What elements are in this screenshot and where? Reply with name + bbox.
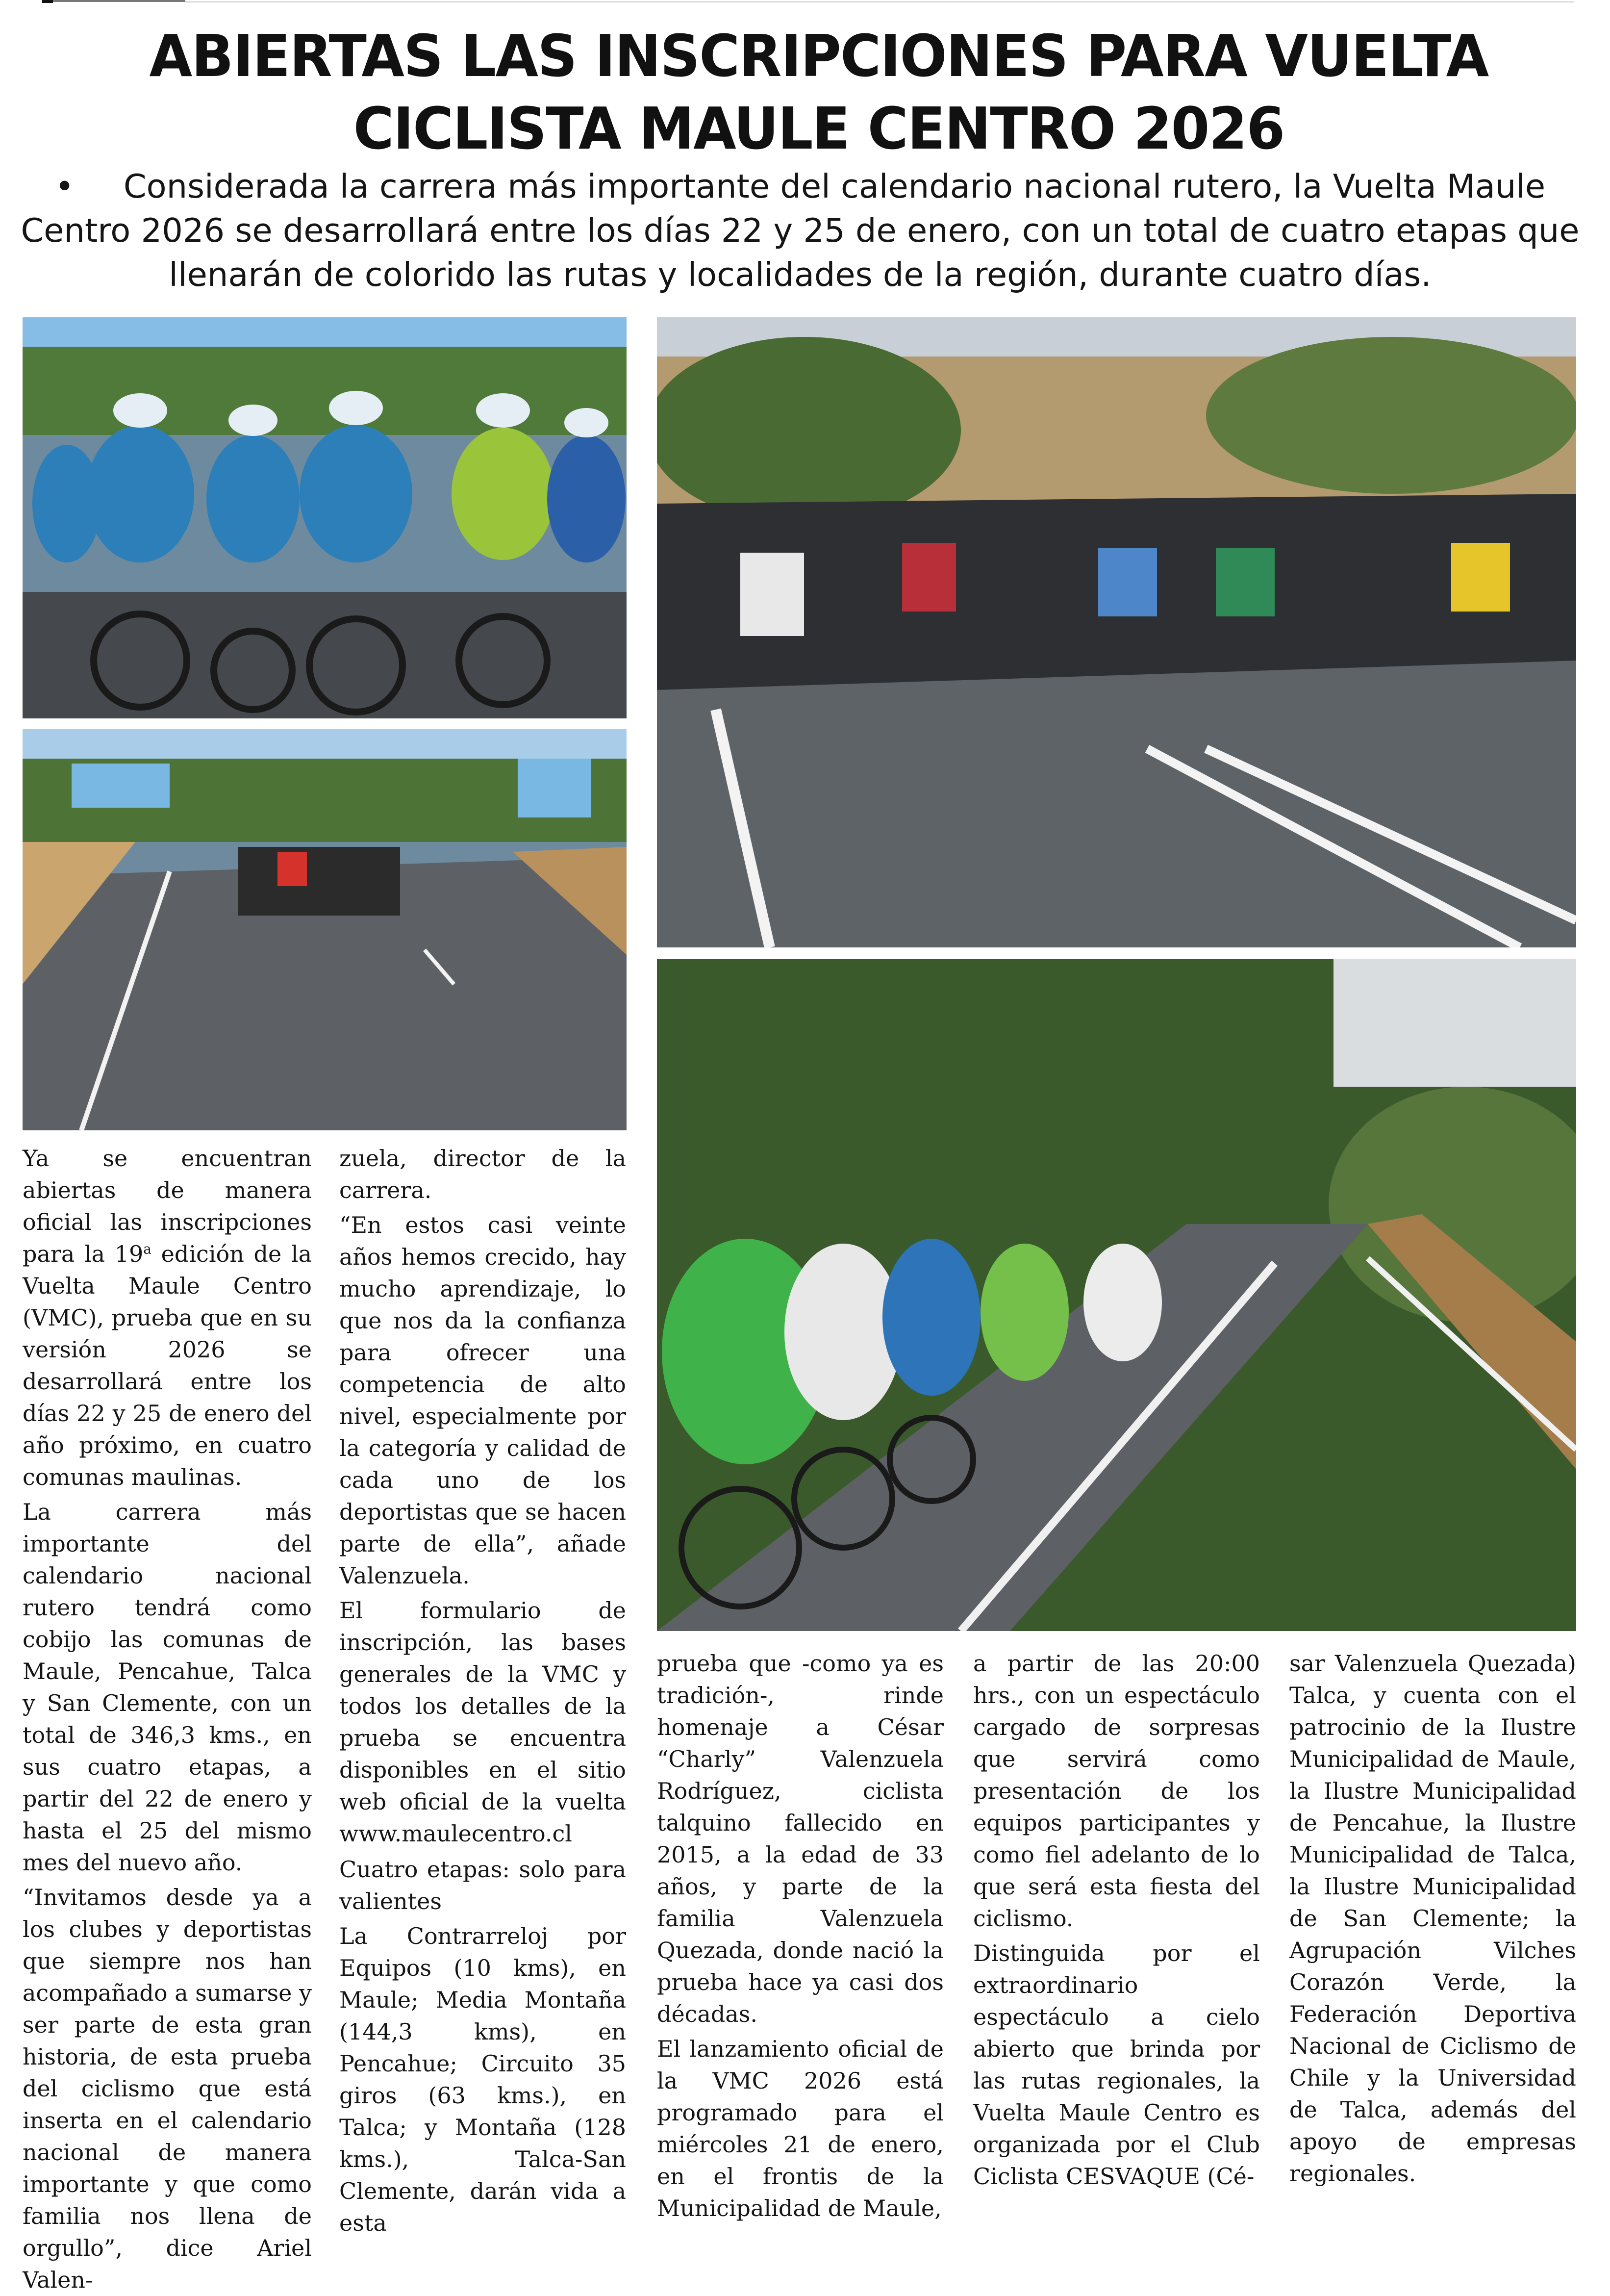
col2-paragraph-3: El formulario de inscripción, las bases generales de la VMC y todos los detalles de la prueba se encuentra disponibles en el sitio web oficial de la vuelta www.maulecentro.cl (339, 1597, 626, 1847)
lead-bullet: • (54, 167, 75, 205)
body-column-1 (23, 1143, 312, 2296)
headline-line-1: ABIERTAS LAS INSCRIPCIONES PARA VUELTA (149, 22, 1488, 90)
photo-cyclists-closeup (23, 317, 627, 718)
body-column-3 (657, 1648, 944, 2224)
col3-paragraph-2: El lanzamiento oficial de la VMC 2026 está programado para el miércoles 21 de enero, en el frontis de la Municipalidad de Maule, (657, 2036, 944, 2221)
col2-paragraph-4: La Contrarreloj por Equipos (10 kms), en Maule; Media Montaña (144,3 kms), en Pencahue; Circuito 35 giros (63 kms.), en Talca; y Montaña (128 kms.), Talca-San Clemente, darán vida a esta (339, 1923, 626, 2236)
col4-paragraph-1: a partir de las 20:00 hrs., con un espectáculo cargado de sorpresas que servirá como presentación de los equipos participantes y como fiel adelanto de lo que será esta fiesta del ciclismo. (973, 1650, 1260, 1932)
headline (89, 20, 1548, 165)
col5-paragraph-1: sar Valenzuela Quezada) Talca, y cuenta con el patrocinio de la Ilustre Municipalidad de Maule, la Ilustre Municipalidad de Pencahue, la Ilustre Municipalidad de Talca, la Ilustre Municipalidad de San Clemente; la Agrupación Vilches Corazón Verde, la Federación Deportiva Nacional de Ciclismo de Chile y la Universidad de Talca, además del apoyo de empresas regionales. (1289, 1650, 1576, 2187)
col2-paragraph-2: “En estos casi veinte años hemos crecido, hay mucho aprendizaje, lo que nos da la confianza para ofrecer una competencia de alto nivel, especialmente por la categoría y calidad de cada uno de los deportistas que se hacen parte de ella”, añade Valenzuela. (339, 1212, 626, 1589)
ordinal-superscript: a (143, 1241, 151, 1257)
col1-paragraph-3: “Invitamos desde ya a los clubes y deportistas que siempre nos han acompañado a sumarse y ser parte de esta gran historia, de esta prueba del ciclismo que está inserta en el calendario nacional de manera importante y que como familia nos llena de orgullo”, dice Ariel Valen- (23, 1884, 312, 2293)
col2-paragraph-1: zuela, director de la carrera. (339, 1145, 626, 1203)
photo-road-spectators (23, 729, 627, 1130)
col1-paragraph-2: La carrera más importante del calendario nacional rutero tendrá como cobijo las comunas de Maule, Pencahue, Talca y San Clemente, con un total de 346,3 kms., en sus cuatro etapas, a partir del 22 de enero y hasta el 25 del mismo mes del nuevo año. (23, 1499, 312, 1876)
col1-paragraph-1 (23, 1143, 312, 1493)
photo-riders-curve (657, 959, 1576, 1631)
headline-line-2: CICLISTA MAULE CENTRO 2026 (353, 95, 1284, 162)
body-column-4 (973, 1648, 1260, 2193)
photo-peloton (657, 317, 1576, 947)
col3-paragraph-1: prueba que -como ya es tradición-, rinde homenaje a César “Charly” Valenzuela Rodríguez, ciclista talquino fallecido en 2015, a la edad de 33 años, y parte de la familia Valenzuela Quezada, donde nació la prueba hace ya casi dos décadas. (657, 1650, 944, 2027)
col4-paragraph-2: Distinguida por el extraordinario espectáculo a cielo abierto que brinda por las rutas regionales, la Vuelta Maule Centro es organizada por el Club Ciclista CESVAQUE (Cé- (973, 1940, 1260, 2190)
body-column-2 (339, 1143, 626, 2239)
top-rule (0, 0, 1574, 3)
lead-text: Considerada la carrera más importante del calendario nacional rutero, la Vuelta Maule Centro 2026 se desarrollará entre los días 22 y 25 de enero, con un total de cuatro etapas que llenarán de colorido las rutas y localidades de la región, durante cuatro días. (21, 167, 1580, 294)
lead-paragraph (21, 164, 1580, 297)
col1-p1-text: Ya se encuentran abiertas de manera oficial las inscripciones para la 19 (23, 1145, 312, 1267)
body-column-5 (1289, 1648, 1576, 2190)
col1-p1-text-cont: edición de la Vuelta Maule Centro (VMC), prueba que en su versión 2026 se desarrollará entre los días 22 y 25 de enero del año próximo, en cuatro comunas maulinas. (23, 1241, 312, 1490)
section-subhead: Cuatro etapas: solo para valientes (339, 1856, 626, 1914)
